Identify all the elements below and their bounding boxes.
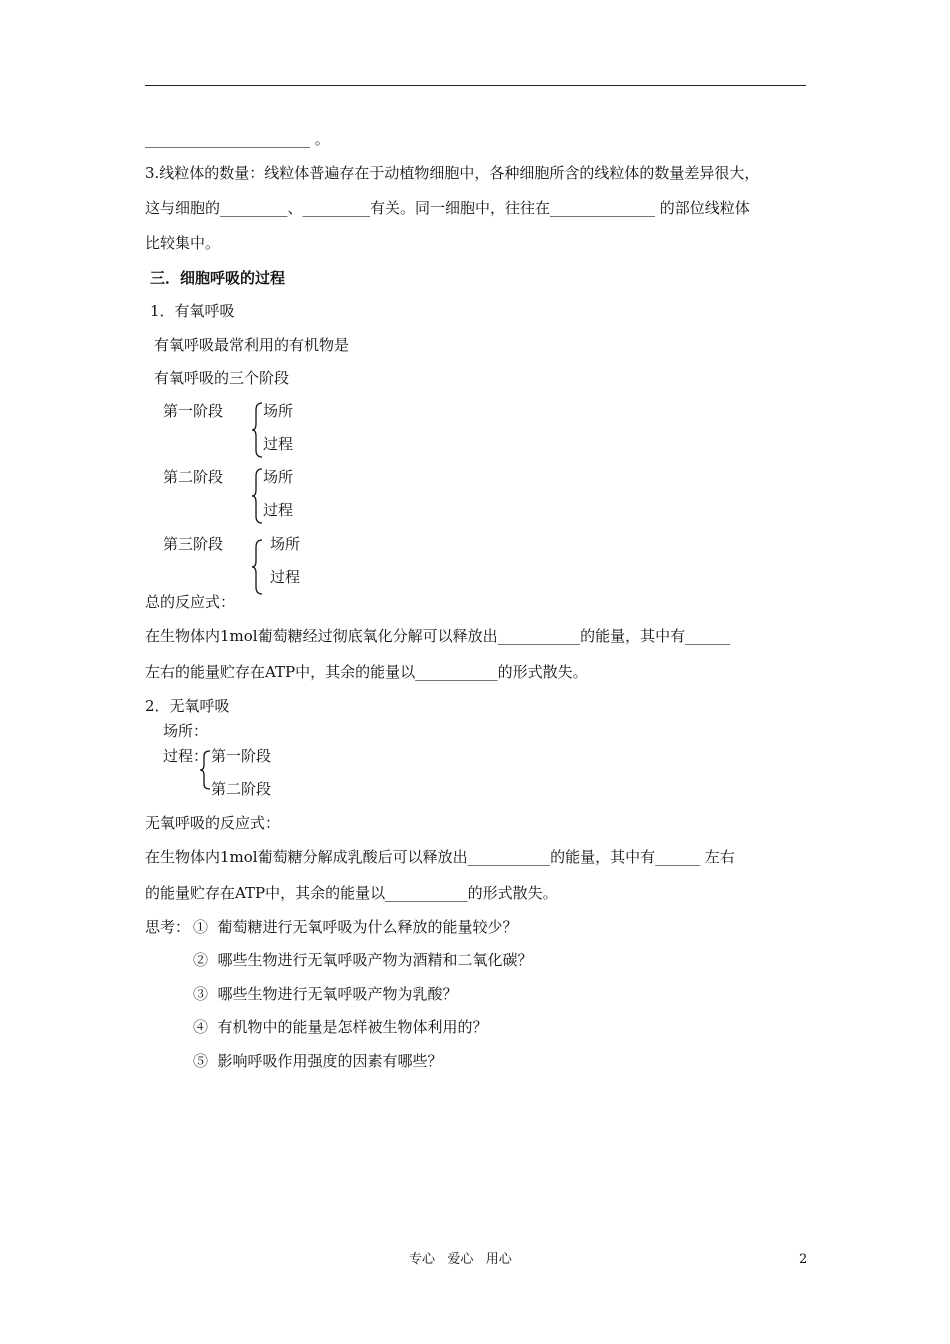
anaerobic-process: 过程： [163, 747, 209, 765]
brace-icon [251, 539, 257, 595]
stage-1-place: 场所 [263, 402, 294, 420]
thinking-item-4: ④ 有机物中的能量是怎样被生物体利用的？ [193, 1018, 488, 1036]
top-blank-line: ______________________ 。 [145, 130, 330, 148]
aerobic-energy-line-1: 在生物体内1mol葡萄糖经过彻底氧化分解可以释放出___________的能量，其中有______ [145, 627, 731, 645]
stage-3-process: 过程 [270, 568, 301, 586]
anaerobic-equation: 无氧呼吸的反应式： [145, 814, 281, 832]
section-heading: 三．细胞呼吸的过程 [150, 269, 286, 287]
q3-line-3: 比较集中。 [145, 234, 221, 252]
stage-2-name: 第二阶段 [163, 468, 224, 486]
thinking-item-2: ② 哪些生物进行无氧呼吸产物为酒精和二氧化碳？ [193, 951, 533, 969]
aerobic-equation: 总的反应式： [145, 593, 236, 611]
aerobic-energy-line-2: 左右的能量贮存在ATP中，其余的能量以___________的形式散失。 [145, 663, 588, 681]
aerobic-title: 1．有氧呼吸 [150, 302, 235, 320]
anaerobic-stage-1: 第一阶段 [211, 747, 272, 765]
stage-3-name: 第三阶段 [163, 535, 224, 553]
q3-line-1: 3.线粒体的数量：线粒体普遍存在于动植物细胞中，各种细胞所含的线粒体的数量差异很大， [145, 164, 760, 182]
thinking-label: 思考： [145, 918, 191, 936]
aerobic-stages-title: 有氧呼吸的三个阶段 [154, 369, 290, 387]
thinking-item-5: ⑤ 影响呼吸作用强度的因素有哪些？ [193, 1052, 443, 1070]
stage-1-process: 过程 [263, 435, 294, 453]
header-rule [145, 85, 806, 86]
stage-2-place: 场所 [263, 468, 294, 486]
thinking-item-3: ③ 哪些生物进行无氧呼吸产物为乳酸？ [193, 985, 458, 1003]
brace-icon [251, 468, 257, 524]
stage-2-process: 过程 [263, 501, 294, 519]
anaerobic-place: 场所： [163, 722, 209, 740]
anaerobic-stage-2: 第二阶段 [211, 780, 272, 798]
aerobic-organic: 有氧呼吸最常利用的有机物是 [154, 336, 350, 354]
brace-icon [251, 402, 257, 458]
thinking-item-1: ① 葡萄糖进行无氧呼吸为什么释放的能量较少？ [193, 918, 518, 936]
stage-3-place: 场所 [270, 535, 301, 553]
anaerobic-energy-line-2: 的能量贮存在ATP中，其余的能量以___________的形式散失。 [145, 884, 558, 902]
footer-motto: 专心 爱心 用心 [409, 1252, 512, 1267]
anaerobic-title: 2．无氧呼吸 [145, 697, 230, 715]
q3-line-2: 这与细胞的_________、_________有关。同一细胞中，往往在______________ 的部位线粒体 [145, 199, 750, 217]
stage-1-name: 第一阶段 [163, 402, 224, 420]
brace-icon [199, 750, 205, 790]
page-number: 2 [799, 1252, 808, 1267]
anaerobic-energy-line-1: 在生物体内1mol葡萄糖分解成乳酸后可以释放出___________的能量，其中有______ 左右 [145, 848, 735, 866]
